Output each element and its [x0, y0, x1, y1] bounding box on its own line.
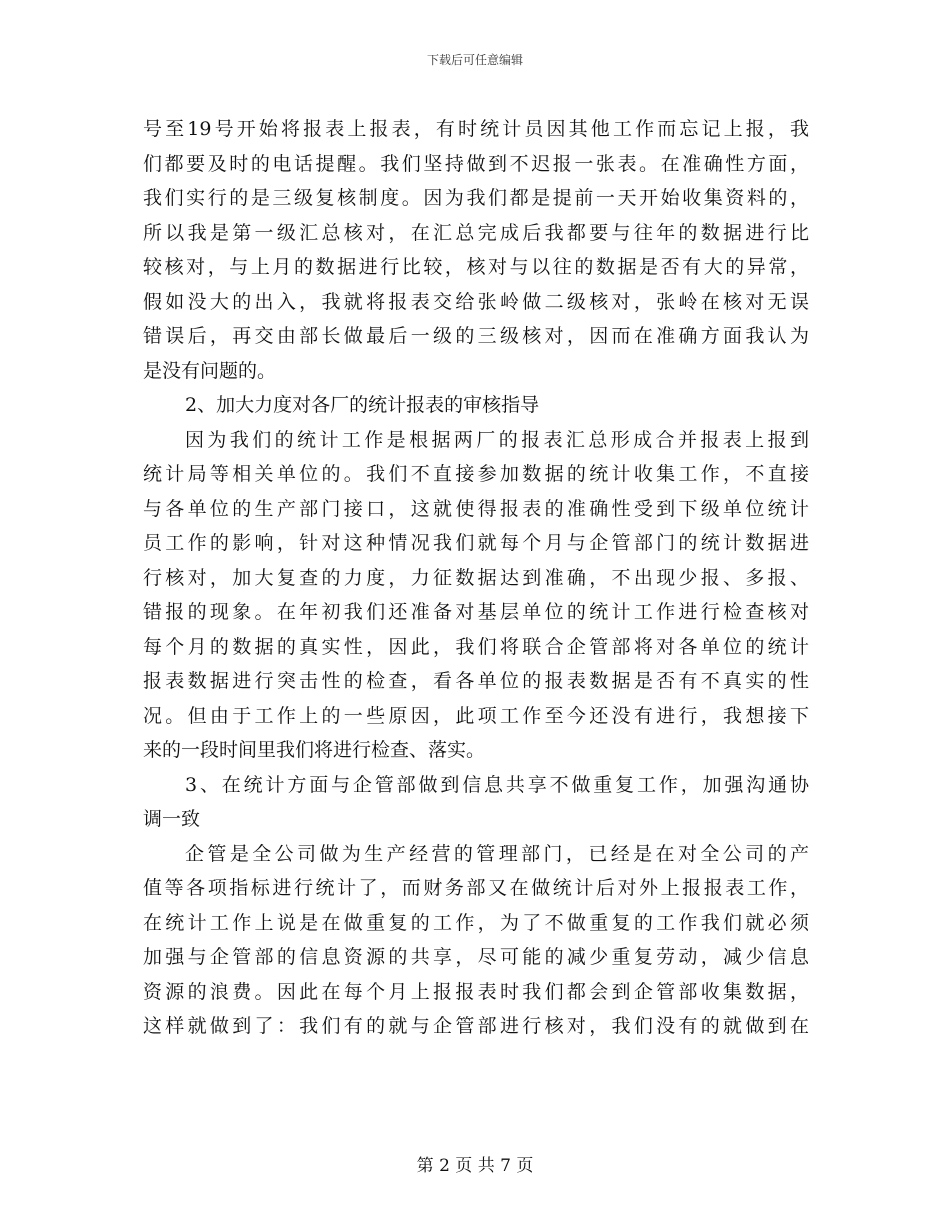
text-line: 错误后，再交由部长做最后一级的三级核对，因而在准确方面我认为: [143, 325, 809, 347]
text-line: 这样就做到了：我们有的就与企管部进行核对，我们没有的就做到在: [143, 1015, 809, 1037]
text-line: 况。但由于工作上的一些原因，此项工作至今还没有进行，我想接下: [143, 704, 809, 727]
document-body: [143, 112, 809, 1044]
text-line: 3、在统计方面与企管部做到信息共享不做重复工作，加强沟通协: [185, 773, 809, 796]
text-line: 行核对，加大复查的力度，力征数据达到准确，不出现少报、多报、: [143, 566, 809, 589]
text-line: 报表数据进行突击性的检查，看各单位的报表数据是否有不真实的性: [143, 670, 809, 692]
text-line: 我们实行的是三级复核制度。因为我们都是提前一天开始收集资料的，: [143, 187, 809, 209]
text-line: 统计局等相关单位的。我们不直接参加数据的统计收集工作，不直接: [143, 463, 809, 485]
text-line: 号至19号开始将报表上报表，有时统计员因其他工作而忘记上报，我: [143, 118, 809, 140]
text-line: 调一致: [143, 808, 201, 830]
text-line: 错报的现象。在年初我们还准备对基层单位的统计工作进行检查核对: [143, 601, 809, 623]
text-line: 2、加大力度对各厂的统计报表的审核指导: [185, 394, 540, 416]
text-line: 较核对，与上月的数据进行比较，核对与以往的数据是否有大的异常，: [143, 256, 809, 278]
text-line: 因为我们的统计工作是根据两厂的报表汇总形成合并报表上报到: [185, 428, 809, 451]
text-line: 加强与企管部的信息资源的共享，尽可能的减少重复劳动，减少信息: [143, 946, 809, 968]
text-line: 来的一段时间里我们将进行检查、落实。: [143, 739, 486, 761]
page-header: 下载后可任意编辑: [426, 53, 523, 67]
page-footer-pagination: 第 2 页 共 7 页: [416, 1156, 534, 1176]
text-line: 员工作的影响，针对这种情况我们就每个月与企管部门的统计数据进: [143, 532, 809, 554]
text-line: 在统计工作上说是在做重复的工作，为了不做重复的工作我们就必须: [143, 911, 809, 934]
text-line: 资源的浪费。因此在每个月上报报表时我们都会到企管部收集数据，: [143, 980, 809, 1003]
text-line: 所以我是第一级汇总核对，在汇总完成后我都要与往年的数据进行比: [143, 221, 809, 244]
text-line: 们都要及时的电话提醒。我们坚持做到不迟报一张表。在准确性方面，: [143, 152, 809, 175]
text-line: 每个月的数据的真实性，因此，我们将联合企管部将对各单位的统计: [143, 635, 809, 658]
text-line: 是没有问题的。: [143, 359, 277, 382]
text-line: 值等各项指标进行统计了，而财务部又在做统计后对外上报报表工作，: [143, 877, 809, 899]
text-line: 企管是全公司做为生产经营的管理部门，已经是在对全公司的产: [185, 842, 809, 865]
text-line: 假如没大的出入，我就将报表交给张岭做二级核对，张岭在核对无误: [143, 290, 809, 313]
text-line: 与各单位的生产部门接口，这就使得报表的准确性受到下级单位统计: [143, 497, 809, 520]
